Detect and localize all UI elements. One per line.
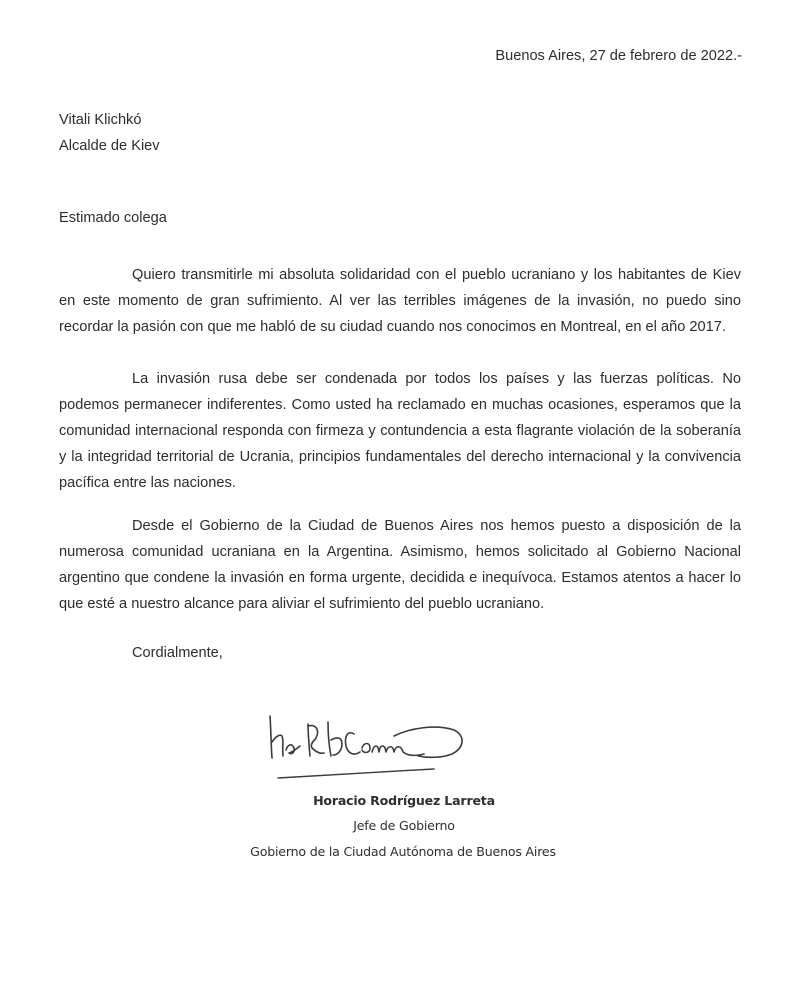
signature-stroke	[372, 746, 424, 755]
signer-position: Jefe de Gobierno	[353, 818, 455, 833]
signature-stroke	[308, 726, 324, 754]
signature-stroke	[286, 745, 300, 754]
salutation: Estimado colega	[59, 210, 167, 226]
recipient-name: Vitali Klichkó	[59, 112, 142, 128]
signature-underline	[278, 769, 434, 778]
recipient-block	[59, 107, 160, 159]
signature-stroke	[270, 716, 272, 758]
signature-stroke	[328, 722, 331, 756]
body-paragraph-3: Desde el Gobierno de la Ciudad de Buenos Aires nos hemos puesto a disposición de la numerosa comunidad ucraniana en la Argentina. Asimismo, hemos solicitado al Gobierno Nacional argentino que condene la invasión en forma urgente, decidida e inequívoca. Estamos atentos a hacer lo que esté a nuestro alcance para aliviar el sufrimiento del pueblo ucraniano.	[59, 518, 741, 612]
closing: Cordialmente,	[132, 645, 223, 661]
signer-name: Horacio Rodríguez Larreta	[313, 793, 495, 808]
date-line: Buenos Aires, 27 de febrero de 2022.-	[495, 48, 742, 64]
signature-stroke	[272, 735, 283, 756]
signature-stroke	[345, 733, 360, 754]
signature-stroke	[362, 744, 370, 753]
signature-stroke	[331, 738, 342, 755]
signer-organization: Gobierno de la Ciudad Autónoma de Buenos Aires	[250, 844, 556, 859]
handwritten-signature	[258, 700, 478, 782]
body-paragraph-2: La invasión rusa debe ser condenada por todos los países y las fuerzas políticas. No podemos permanecer indiferentes. Como usted ha reclamado en muchas ocasiones, esperamos que la comunidad internacional responda con firmeza y contundencia a esta flagrante violación de la soberanía y la integridad territorial de Ucrania, principios fundamentales del derecho internacional y la convivencia pacífica entre las naciones.	[59, 371, 741, 491]
signature-stroke	[308, 724, 310, 756]
recipient-title: Alcalde de Kiev	[59, 138, 160, 154]
body-paragraph-1: Quiero transmitirle mi absoluta solidaridad con el pueblo ucraniano y los habitantes de Kiev en este momento de gran sufrimiento. Al ver las terribles imágenes de la invasión, no puedo sino recordar la pasión con que me habló de su ciudad cuando nos conocimos en Montreal, en el año 2017.	[59, 267, 741, 335]
